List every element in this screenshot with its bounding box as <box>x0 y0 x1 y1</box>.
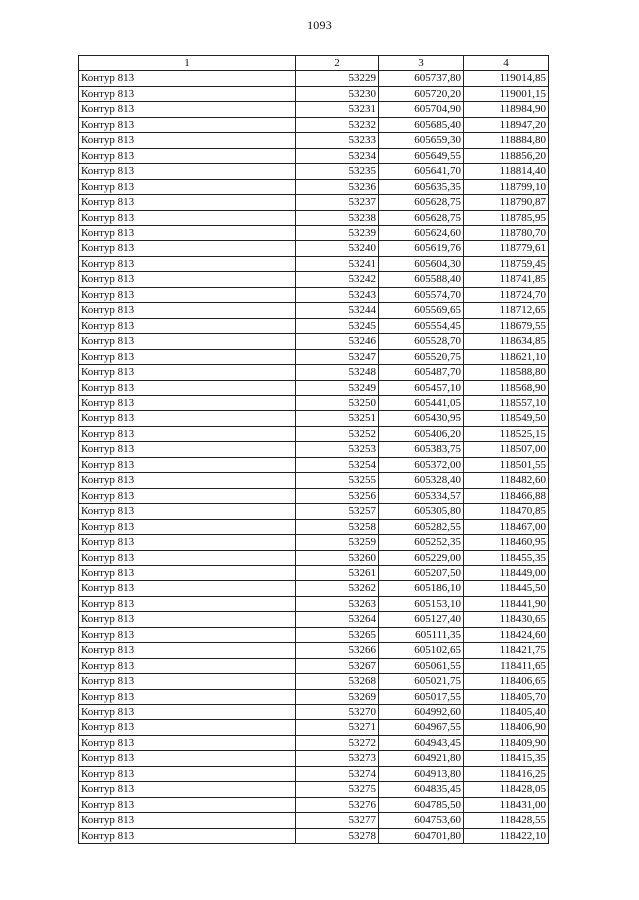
table-row <box>79 627 549 642</box>
table-row <box>79 241 549 256</box>
point-number-cell: 53247 <box>296 349 379 364</box>
x-coordinate-cell: 605328,40 <box>379 473 464 488</box>
x-coordinate-cell: 605102,65 <box>379 643 464 658</box>
table-row <box>79 179 549 194</box>
point-number-cell: 53273 <box>296 751 379 766</box>
contour-name-cell: Контур 813 <box>79 457 296 472</box>
x-coordinate-cell: 605685,40 <box>379 117 464 132</box>
x-coordinate-cell: 605127,40 <box>379 612 464 627</box>
table-row <box>79 797 549 812</box>
point-number-cell: 53253 <box>296 442 379 457</box>
table-row <box>79 828 549 843</box>
table-row <box>79 210 549 225</box>
x-coordinate-cell: 605383,75 <box>379 442 464 457</box>
point-number-cell: 53242 <box>296 272 379 287</box>
y-coordinate-cell: 118405,70 <box>464 689 549 704</box>
y-coordinate-cell: 118814,40 <box>464 164 549 179</box>
x-coordinate-cell: 605153,10 <box>379 596 464 611</box>
point-number-cell: 53252 <box>296 426 379 441</box>
contour-name-cell: Контур 813 <box>79 133 296 148</box>
x-coordinate-cell: 605569,65 <box>379 303 464 318</box>
y-coordinate-cell: 118947,20 <box>464 117 549 132</box>
x-coordinate-cell: 605441,05 <box>379 395 464 410</box>
table-row <box>79 535 549 550</box>
y-coordinate-cell: 118984,90 <box>464 102 549 117</box>
x-coordinate-cell: 605628,75 <box>379 210 464 225</box>
table-row <box>79 365 549 380</box>
point-number-cell: 53262 <box>296 581 379 596</box>
contour-name-cell: Контур 813 <box>79 380 296 395</box>
contour-name-cell: Контур 813 <box>79 303 296 318</box>
x-coordinate-cell: 605704,90 <box>379 102 464 117</box>
y-coordinate-cell: 118712,65 <box>464 303 549 318</box>
point-number-cell: 53276 <box>296 797 379 812</box>
header-col-3: 3 <box>379 56 464 71</box>
x-coordinate-cell: 605186,10 <box>379 581 464 596</box>
table-row <box>79 473 549 488</box>
table-row <box>79 457 549 472</box>
x-coordinate-cell: 604835,45 <box>379 782 464 797</box>
x-coordinate-cell: 605457,10 <box>379 380 464 395</box>
point-number-cell: 53277 <box>296 813 379 828</box>
contour-name-cell: Контур 813 <box>79 689 296 704</box>
y-coordinate-cell: 118421,75 <box>464 643 549 658</box>
contour-name-cell: Контур 813 <box>79 365 296 380</box>
contour-name-cell: Контур 813 <box>79 643 296 658</box>
table-row <box>79 689 549 704</box>
x-coordinate-cell: 605061,55 <box>379 658 464 673</box>
point-number-cell: 53269 <box>296 689 379 704</box>
x-coordinate-cell: 605282,55 <box>379 519 464 534</box>
table-row <box>79 813 549 828</box>
point-number-cell: 53246 <box>296 334 379 349</box>
contour-name-cell: Контур 813 <box>79 751 296 766</box>
header-col-2: 2 <box>296 56 379 71</box>
y-coordinate-cell: 118428,05 <box>464 782 549 797</box>
point-number-cell: 53238 <box>296 210 379 225</box>
point-number-cell: 53241 <box>296 256 379 271</box>
x-coordinate-cell: 605588,40 <box>379 272 464 287</box>
contour-name-cell: Контур 813 <box>79 565 296 580</box>
table-row <box>79 550 549 565</box>
x-coordinate-cell: 604943,45 <box>379 735 464 750</box>
y-coordinate-cell: 118549,50 <box>464 411 549 426</box>
point-number-cell: 53250 <box>296 395 379 410</box>
y-coordinate-cell: 118424,60 <box>464 627 549 642</box>
point-number-cell: 53270 <box>296 705 379 720</box>
table-row <box>79 334 549 349</box>
table-row <box>79 766 549 781</box>
point-number-cell: 53233 <box>296 133 379 148</box>
contour-name-cell: Контур 813 <box>79 473 296 488</box>
contour-name-cell: Контур 813 <box>79 102 296 117</box>
table-row <box>79 148 549 163</box>
point-number-cell: 53245 <box>296 318 379 333</box>
table-row <box>79 658 549 673</box>
x-coordinate-cell: 605334,57 <box>379 488 464 503</box>
point-number-cell: 53236 <box>296 179 379 194</box>
header-col-1: 1 <box>79 56 296 71</box>
x-coordinate-cell: 605619,76 <box>379 241 464 256</box>
table-row <box>79 751 549 766</box>
point-number-cell: 53234 <box>296 148 379 163</box>
contour-name-cell: Контур 813 <box>79 349 296 364</box>
contour-name-cell: Контур 813 <box>79 318 296 333</box>
point-number-cell: 53243 <box>296 287 379 302</box>
x-coordinate-cell: 605520,75 <box>379 349 464 364</box>
contour-name-cell: Контур 813 <box>79 705 296 720</box>
contour-name-cell: Контур 813 <box>79 210 296 225</box>
y-coordinate-cell: 118779,61 <box>464 241 549 256</box>
table-row <box>79 596 549 611</box>
x-coordinate-cell: 604921,80 <box>379 751 464 766</box>
contour-name-cell: Контур 813 <box>79 674 296 689</box>
point-number-cell: 53256 <box>296 488 379 503</box>
y-coordinate-cell: 118557,10 <box>464 395 549 410</box>
y-coordinate-cell: 119001,15 <box>464 86 549 101</box>
coordinates-table <box>78 55 549 844</box>
contour-name-cell: Контур 813 <box>79 117 296 132</box>
point-number-cell: 53260 <box>296 550 379 565</box>
contour-name-cell: Контур 813 <box>79 241 296 256</box>
contour-name-cell: Контур 813 <box>79 658 296 673</box>
x-coordinate-cell: 605641,70 <box>379 164 464 179</box>
point-number-cell: 53263 <box>296 596 379 611</box>
table-row <box>79 426 549 441</box>
x-coordinate-cell: 604753,60 <box>379 813 464 828</box>
point-number-cell: 53267 <box>296 658 379 673</box>
y-coordinate-cell: 118501,55 <box>464 457 549 472</box>
y-coordinate-cell: 118884,80 <box>464 133 549 148</box>
point-number-cell: 53239 <box>296 225 379 240</box>
point-number-cell: 53261 <box>296 565 379 580</box>
y-coordinate-cell: 118431,00 <box>464 797 549 812</box>
point-number-cell: 53266 <box>296 643 379 658</box>
contour-name-cell: Контур 813 <box>79 797 296 812</box>
point-number-cell: 53274 <box>296 766 379 781</box>
table-row <box>79 117 549 132</box>
table-row <box>79 612 549 627</box>
y-coordinate-cell: 118790,87 <box>464 195 549 210</box>
contour-name-cell: Контур 813 <box>79 179 296 194</box>
x-coordinate-cell: 605737,80 <box>379 71 464 86</box>
x-coordinate-cell: 604967,55 <box>379 720 464 735</box>
table-row <box>79 720 549 735</box>
x-coordinate-cell: 605528,70 <box>379 334 464 349</box>
table-row <box>79 256 549 271</box>
x-coordinate-cell: 605635,35 <box>379 179 464 194</box>
point-number-cell: 53259 <box>296 535 379 550</box>
y-coordinate-cell: 118621,10 <box>464 349 549 364</box>
y-coordinate-cell: 118507,00 <box>464 442 549 457</box>
y-coordinate-cell: 118741,85 <box>464 272 549 287</box>
x-coordinate-cell: 605624,60 <box>379 225 464 240</box>
contour-name-cell: Контур 813 <box>79 735 296 750</box>
x-coordinate-cell: 605372,00 <box>379 457 464 472</box>
y-coordinate-cell: 119014,85 <box>464 71 549 86</box>
contour-name-cell: Контур 813 <box>79 550 296 565</box>
y-coordinate-cell: 118482,60 <box>464 473 549 488</box>
contour-name-cell: Контур 813 <box>79 164 296 179</box>
point-number-cell: 53264 <box>296 612 379 627</box>
y-coordinate-cell: 118428,55 <box>464 813 549 828</box>
contour-name-cell: Контур 813 <box>79 612 296 627</box>
y-coordinate-cell: 118780,70 <box>464 225 549 240</box>
y-coordinate-cell: 118416,25 <box>464 766 549 781</box>
y-coordinate-cell: 118455,35 <box>464 550 549 565</box>
contour-name-cell: Контур 813 <box>79 813 296 828</box>
point-number-cell: 53249 <box>296 380 379 395</box>
y-coordinate-cell: 118460,95 <box>464 535 549 550</box>
table-row <box>79 442 549 457</box>
contour-name-cell: Контур 813 <box>79 426 296 441</box>
y-coordinate-cell: 118525,15 <box>464 426 549 441</box>
contour-name-cell: Контур 813 <box>79 225 296 240</box>
x-coordinate-cell: 604992,60 <box>379 705 464 720</box>
y-coordinate-cell: 118405,40 <box>464 705 549 720</box>
x-coordinate-cell: 604785,50 <box>379 797 464 812</box>
table-body <box>79 71 549 844</box>
contour-name-cell: Контур 813 <box>79 519 296 534</box>
x-coordinate-cell: 605659,30 <box>379 133 464 148</box>
table-row <box>79 782 549 797</box>
y-coordinate-cell: 118406,90 <box>464 720 549 735</box>
y-coordinate-cell: 118856,20 <box>464 148 549 163</box>
y-coordinate-cell: 118415,35 <box>464 751 549 766</box>
point-number-cell: 53230 <box>296 86 379 101</box>
x-coordinate-cell: 605111,35 <box>379 627 464 642</box>
point-number-cell: 53229 <box>296 71 379 86</box>
table-row <box>79 195 549 210</box>
x-coordinate-cell: 605021,75 <box>379 674 464 689</box>
table-row <box>79 488 549 503</box>
point-number-cell: 53235 <box>296 164 379 179</box>
contour-name-cell: Контур 813 <box>79 71 296 86</box>
y-coordinate-cell: 118422,10 <box>464 828 549 843</box>
table-row <box>79 643 549 658</box>
x-coordinate-cell: 605487,70 <box>379 365 464 380</box>
y-coordinate-cell: 118409,90 <box>464 735 549 750</box>
x-coordinate-cell: 604701,80 <box>379 828 464 843</box>
point-number-cell: 53278 <box>296 828 379 843</box>
y-coordinate-cell: 118724,70 <box>464 287 549 302</box>
table-row <box>79 287 549 302</box>
table-row <box>79 349 549 364</box>
contour-name-cell: Контур 813 <box>79 272 296 287</box>
point-number-cell: 53237 <box>296 195 379 210</box>
point-number-cell: 53258 <box>296 519 379 534</box>
table-header-row <box>79 56 549 71</box>
x-coordinate-cell: 605554,45 <box>379 318 464 333</box>
table-row <box>79 272 549 287</box>
table-row <box>79 133 549 148</box>
point-number-cell: 53271 <box>296 720 379 735</box>
table-row <box>79 380 549 395</box>
table-row <box>79 303 549 318</box>
contour-name-cell: Контур 813 <box>79 86 296 101</box>
header-col-4: 4 <box>464 56 549 71</box>
x-coordinate-cell: 605017,55 <box>379 689 464 704</box>
y-coordinate-cell: 118634,85 <box>464 334 549 349</box>
y-coordinate-cell: 118441,90 <box>464 596 549 611</box>
point-number-cell: 53257 <box>296 504 379 519</box>
contour-name-cell: Контур 813 <box>79 504 296 519</box>
contour-name-cell: Контур 813 <box>79 828 296 843</box>
point-number-cell: 53240 <box>296 241 379 256</box>
x-coordinate-cell: 605406,20 <box>379 426 464 441</box>
point-number-cell: 53232 <box>296 117 379 132</box>
table-row <box>79 225 549 240</box>
contour-name-cell: Контур 813 <box>79 627 296 642</box>
y-coordinate-cell: 118799,10 <box>464 179 549 194</box>
contour-name-cell: Контур 813 <box>79 488 296 503</box>
y-coordinate-cell: 118430,65 <box>464 612 549 627</box>
table-row <box>79 411 549 426</box>
x-coordinate-cell: 605649,55 <box>379 148 464 163</box>
y-coordinate-cell: 118470,85 <box>464 504 549 519</box>
point-number-cell: 53265 <box>296 627 379 642</box>
y-coordinate-cell: 118449,00 <box>464 565 549 580</box>
x-coordinate-cell: 605430,95 <box>379 411 464 426</box>
y-coordinate-cell: 118568,90 <box>464 380 549 395</box>
y-coordinate-cell: 118466,88 <box>464 488 549 503</box>
table-row <box>79 581 549 596</box>
contour-name-cell: Контур 813 <box>79 581 296 596</box>
contour-name-cell: Контур 813 <box>79 256 296 271</box>
contour-name-cell: Контур 813 <box>79 596 296 611</box>
point-number-cell: 53244 <box>296 303 379 318</box>
contour-name-cell: Контур 813 <box>79 195 296 210</box>
table-row <box>79 318 549 333</box>
table-row <box>79 395 549 410</box>
x-coordinate-cell: 605229,00 <box>379 550 464 565</box>
point-number-cell: 53231 <box>296 102 379 117</box>
table-row <box>79 519 549 534</box>
point-number-cell: 53275 <box>296 782 379 797</box>
contour-name-cell: Контур 813 <box>79 535 296 550</box>
contour-name-cell: Контур 813 <box>79 148 296 163</box>
contour-name-cell: Контур 813 <box>79 395 296 410</box>
table-row <box>79 164 549 179</box>
table-row <box>79 102 549 117</box>
point-number-cell: 53248 <box>296 365 379 380</box>
table-row <box>79 674 549 689</box>
y-coordinate-cell: 118406,65 <box>464 674 549 689</box>
point-number-cell: 53268 <box>296 674 379 689</box>
y-coordinate-cell: 118759,45 <box>464 256 549 271</box>
y-coordinate-cell: 118467,00 <box>464 519 549 534</box>
contour-name-cell: Контур 813 <box>79 442 296 457</box>
x-coordinate-cell: 605574,70 <box>379 287 464 302</box>
table-row <box>79 71 549 86</box>
x-coordinate-cell: 605305,80 <box>379 504 464 519</box>
contour-name-cell: Контур 813 <box>79 766 296 781</box>
y-coordinate-cell: 118411,65 <box>464 658 549 673</box>
contour-name-cell: Контур 813 <box>79 287 296 302</box>
y-coordinate-cell: 118785,95 <box>464 210 549 225</box>
point-number-cell: 53255 <box>296 473 379 488</box>
contour-name-cell: Контур 813 <box>79 782 296 797</box>
x-coordinate-cell: 604913,80 <box>379 766 464 781</box>
table-row <box>79 705 549 720</box>
x-coordinate-cell: 605207,50 <box>379 565 464 580</box>
point-number-cell: 53254 <box>296 457 379 472</box>
point-number-cell: 53272 <box>296 735 379 750</box>
x-coordinate-cell: 605720,20 <box>379 86 464 101</box>
contour-name-cell: Контур 813 <box>79 334 296 349</box>
x-coordinate-cell: 605604,30 <box>379 256 464 271</box>
point-number-cell: 53251 <box>296 411 379 426</box>
table-row <box>79 565 549 580</box>
table-row <box>79 735 549 750</box>
y-coordinate-cell: 118445,50 <box>464 581 549 596</box>
table-row <box>79 504 549 519</box>
y-coordinate-cell: 118588,80 <box>464 365 549 380</box>
x-coordinate-cell: 605252,35 <box>379 535 464 550</box>
y-coordinate-cell: 118679,55 <box>464 318 549 333</box>
page-number: 1093 <box>307 18 332 32</box>
x-coordinate-cell: 605628,75 <box>379 195 464 210</box>
table-row <box>79 86 549 101</box>
contour-name-cell: Контур 813 <box>79 411 296 426</box>
contour-name-cell: Контур 813 <box>79 720 296 735</box>
